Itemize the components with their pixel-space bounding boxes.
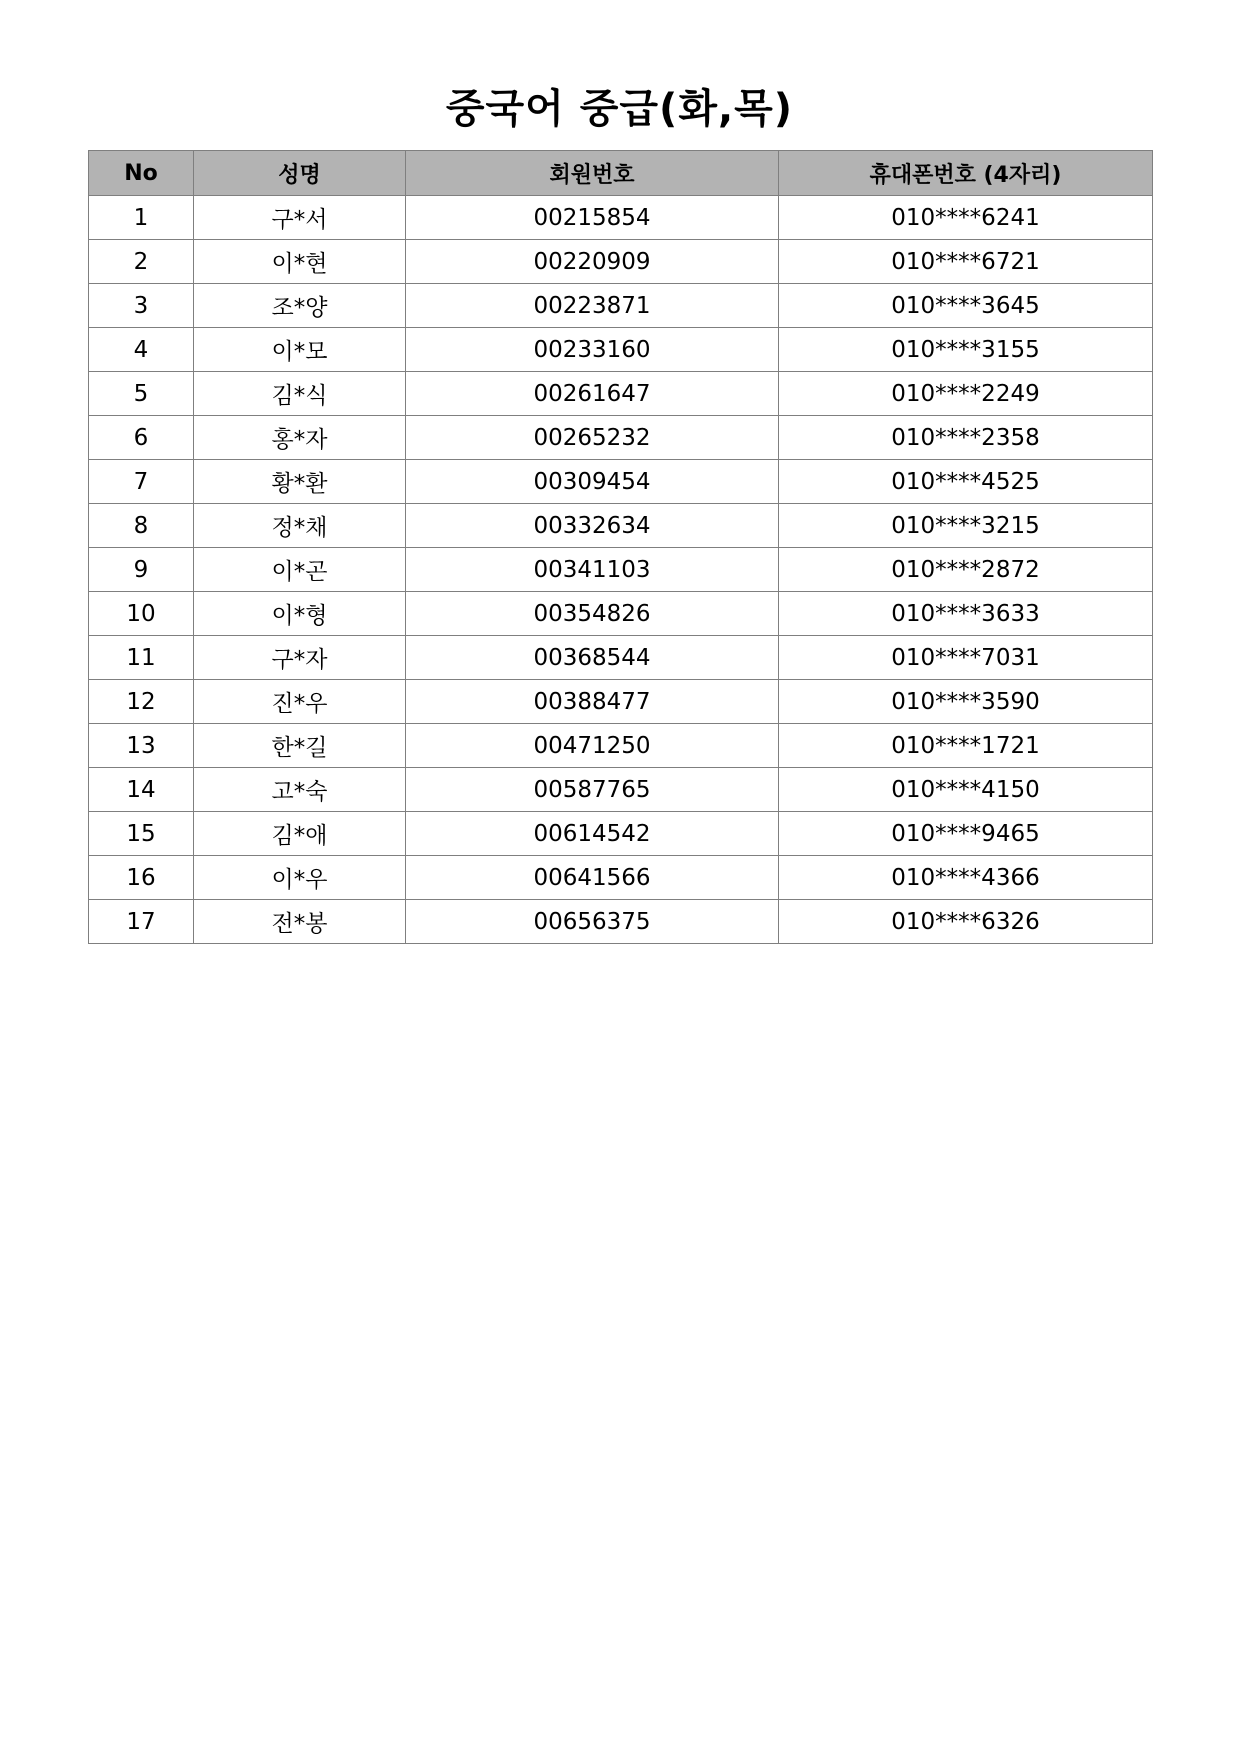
table-body: [89, 196, 1153, 944]
cell-no: 9: [89, 548, 194, 592]
cell-member-id: 00471250: [406, 724, 779, 768]
cell-no: 16: [89, 856, 194, 900]
cell-name: 김*식: [194, 372, 406, 416]
cell-phone: 010****4366: [779, 856, 1153, 900]
cell-phone: 010****3633: [779, 592, 1153, 636]
cell-no: 8: [89, 504, 194, 548]
cell-phone: 010****3590: [779, 680, 1153, 724]
table-row: [89, 460, 1153, 504]
cell-member-id: 00265232: [406, 416, 779, 460]
cell-name: 한*길: [194, 724, 406, 768]
page-title: 중국어 중급(화,목): [445, 86, 794, 132]
cell-member-id: 00223871: [406, 284, 779, 328]
column-header-no: No: [89, 151, 194, 196]
cell-name: 김*애: [194, 812, 406, 856]
table-row: [89, 328, 1153, 372]
cell-name: 황*환: [194, 460, 406, 504]
cell-name: 구*자: [194, 636, 406, 680]
cell-name: 조*양: [194, 284, 406, 328]
table-row: [89, 856, 1153, 900]
table-row: [89, 284, 1153, 328]
cell-member-id: 00656375: [406, 900, 779, 944]
table-row: [89, 240, 1153, 284]
cell-member-id: 00215854: [406, 196, 779, 240]
table-row: [89, 416, 1153, 460]
cell-no: 7: [89, 460, 194, 504]
cell-name: 이*우: [194, 856, 406, 900]
cell-phone: 010****7031: [779, 636, 1153, 680]
cell-name: 이*모: [194, 328, 406, 372]
roster-table: [88, 150, 1153, 944]
table-row: [89, 504, 1153, 548]
cell-phone: 010****3215: [779, 504, 1153, 548]
table-row: [89, 372, 1153, 416]
cell-name: 정*채: [194, 504, 406, 548]
table-row: [89, 724, 1153, 768]
cell-no: 12: [89, 680, 194, 724]
table-row: [89, 636, 1153, 680]
cell-name: 이*현: [194, 240, 406, 284]
cell-phone: 010****3645: [779, 284, 1153, 328]
cell-no: 17: [89, 900, 194, 944]
cell-phone: 010****6721: [779, 240, 1153, 284]
cell-phone: 010****3155: [779, 328, 1153, 372]
cell-no: 1: [89, 196, 194, 240]
cell-name: 전*봉: [194, 900, 406, 944]
cell-member-id: 00309454: [406, 460, 779, 504]
cell-name: 홍*자: [194, 416, 406, 460]
cell-member-id: 00614542: [406, 812, 779, 856]
cell-member-id: 00220909: [406, 240, 779, 284]
table-row: [89, 768, 1153, 812]
table-header: [89, 151, 1153, 196]
cell-no: 3: [89, 284, 194, 328]
cell-name: 진*우: [194, 680, 406, 724]
cell-no: 10: [89, 592, 194, 636]
cell-member-id: 00341103: [406, 548, 779, 592]
cell-phone: 010****9465: [779, 812, 1153, 856]
cell-member-id: 00354826: [406, 592, 779, 636]
cell-no: 15: [89, 812, 194, 856]
cell-member-id: 00641566: [406, 856, 779, 900]
table-row: [89, 680, 1153, 724]
cell-name: 이*형: [194, 592, 406, 636]
cell-phone: 010****2872: [779, 548, 1153, 592]
column-header-name: 성명: [194, 151, 406, 196]
cell-member-id: 00261647: [406, 372, 779, 416]
cell-name: 구*서: [194, 196, 406, 240]
cell-name: 고*숙: [194, 768, 406, 812]
cell-no: 2: [89, 240, 194, 284]
cell-phone: 010****4150: [779, 768, 1153, 812]
cell-member-id: 00388477: [406, 680, 779, 724]
table-row: [89, 592, 1153, 636]
cell-no: 6: [89, 416, 194, 460]
cell-member-id: 00332634: [406, 504, 779, 548]
cell-no: 4: [89, 328, 194, 372]
cell-no: 5: [89, 372, 194, 416]
cell-phone: 010****6326: [779, 900, 1153, 944]
cell-phone: 010****6241: [779, 196, 1153, 240]
header-row: [89, 151, 1153, 196]
cell-phone: 010****1721: [779, 724, 1153, 768]
table-row: [89, 900, 1153, 944]
cell-phone: 010****2358: [779, 416, 1153, 460]
cell-no: 14: [89, 768, 194, 812]
cell-member-id: 00368544: [406, 636, 779, 680]
table-row: [89, 812, 1153, 856]
column-header-member-id: 회원번호: [406, 151, 779, 196]
cell-no: 11: [89, 636, 194, 680]
cell-name: 이*곤: [194, 548, 406, 592]
cell-member-id: 00233160: [406, 328, 779, 372]
table-row: [89, 196, 1153, 240]
cell-member-id: 00587765: [406, 768, 779, 812]
cell-phone: 010****2249: [779, 372, 1153, 416]
column-header-phone: 휴대폰번호 (4자리): [779, 151, 1153, 196]
table-row: [89, 548, 1153, 592]
cell-no: 13: [89, 724, 194, 768]
cell-phone: 010****4525: [779, 460, 1153, 504]
